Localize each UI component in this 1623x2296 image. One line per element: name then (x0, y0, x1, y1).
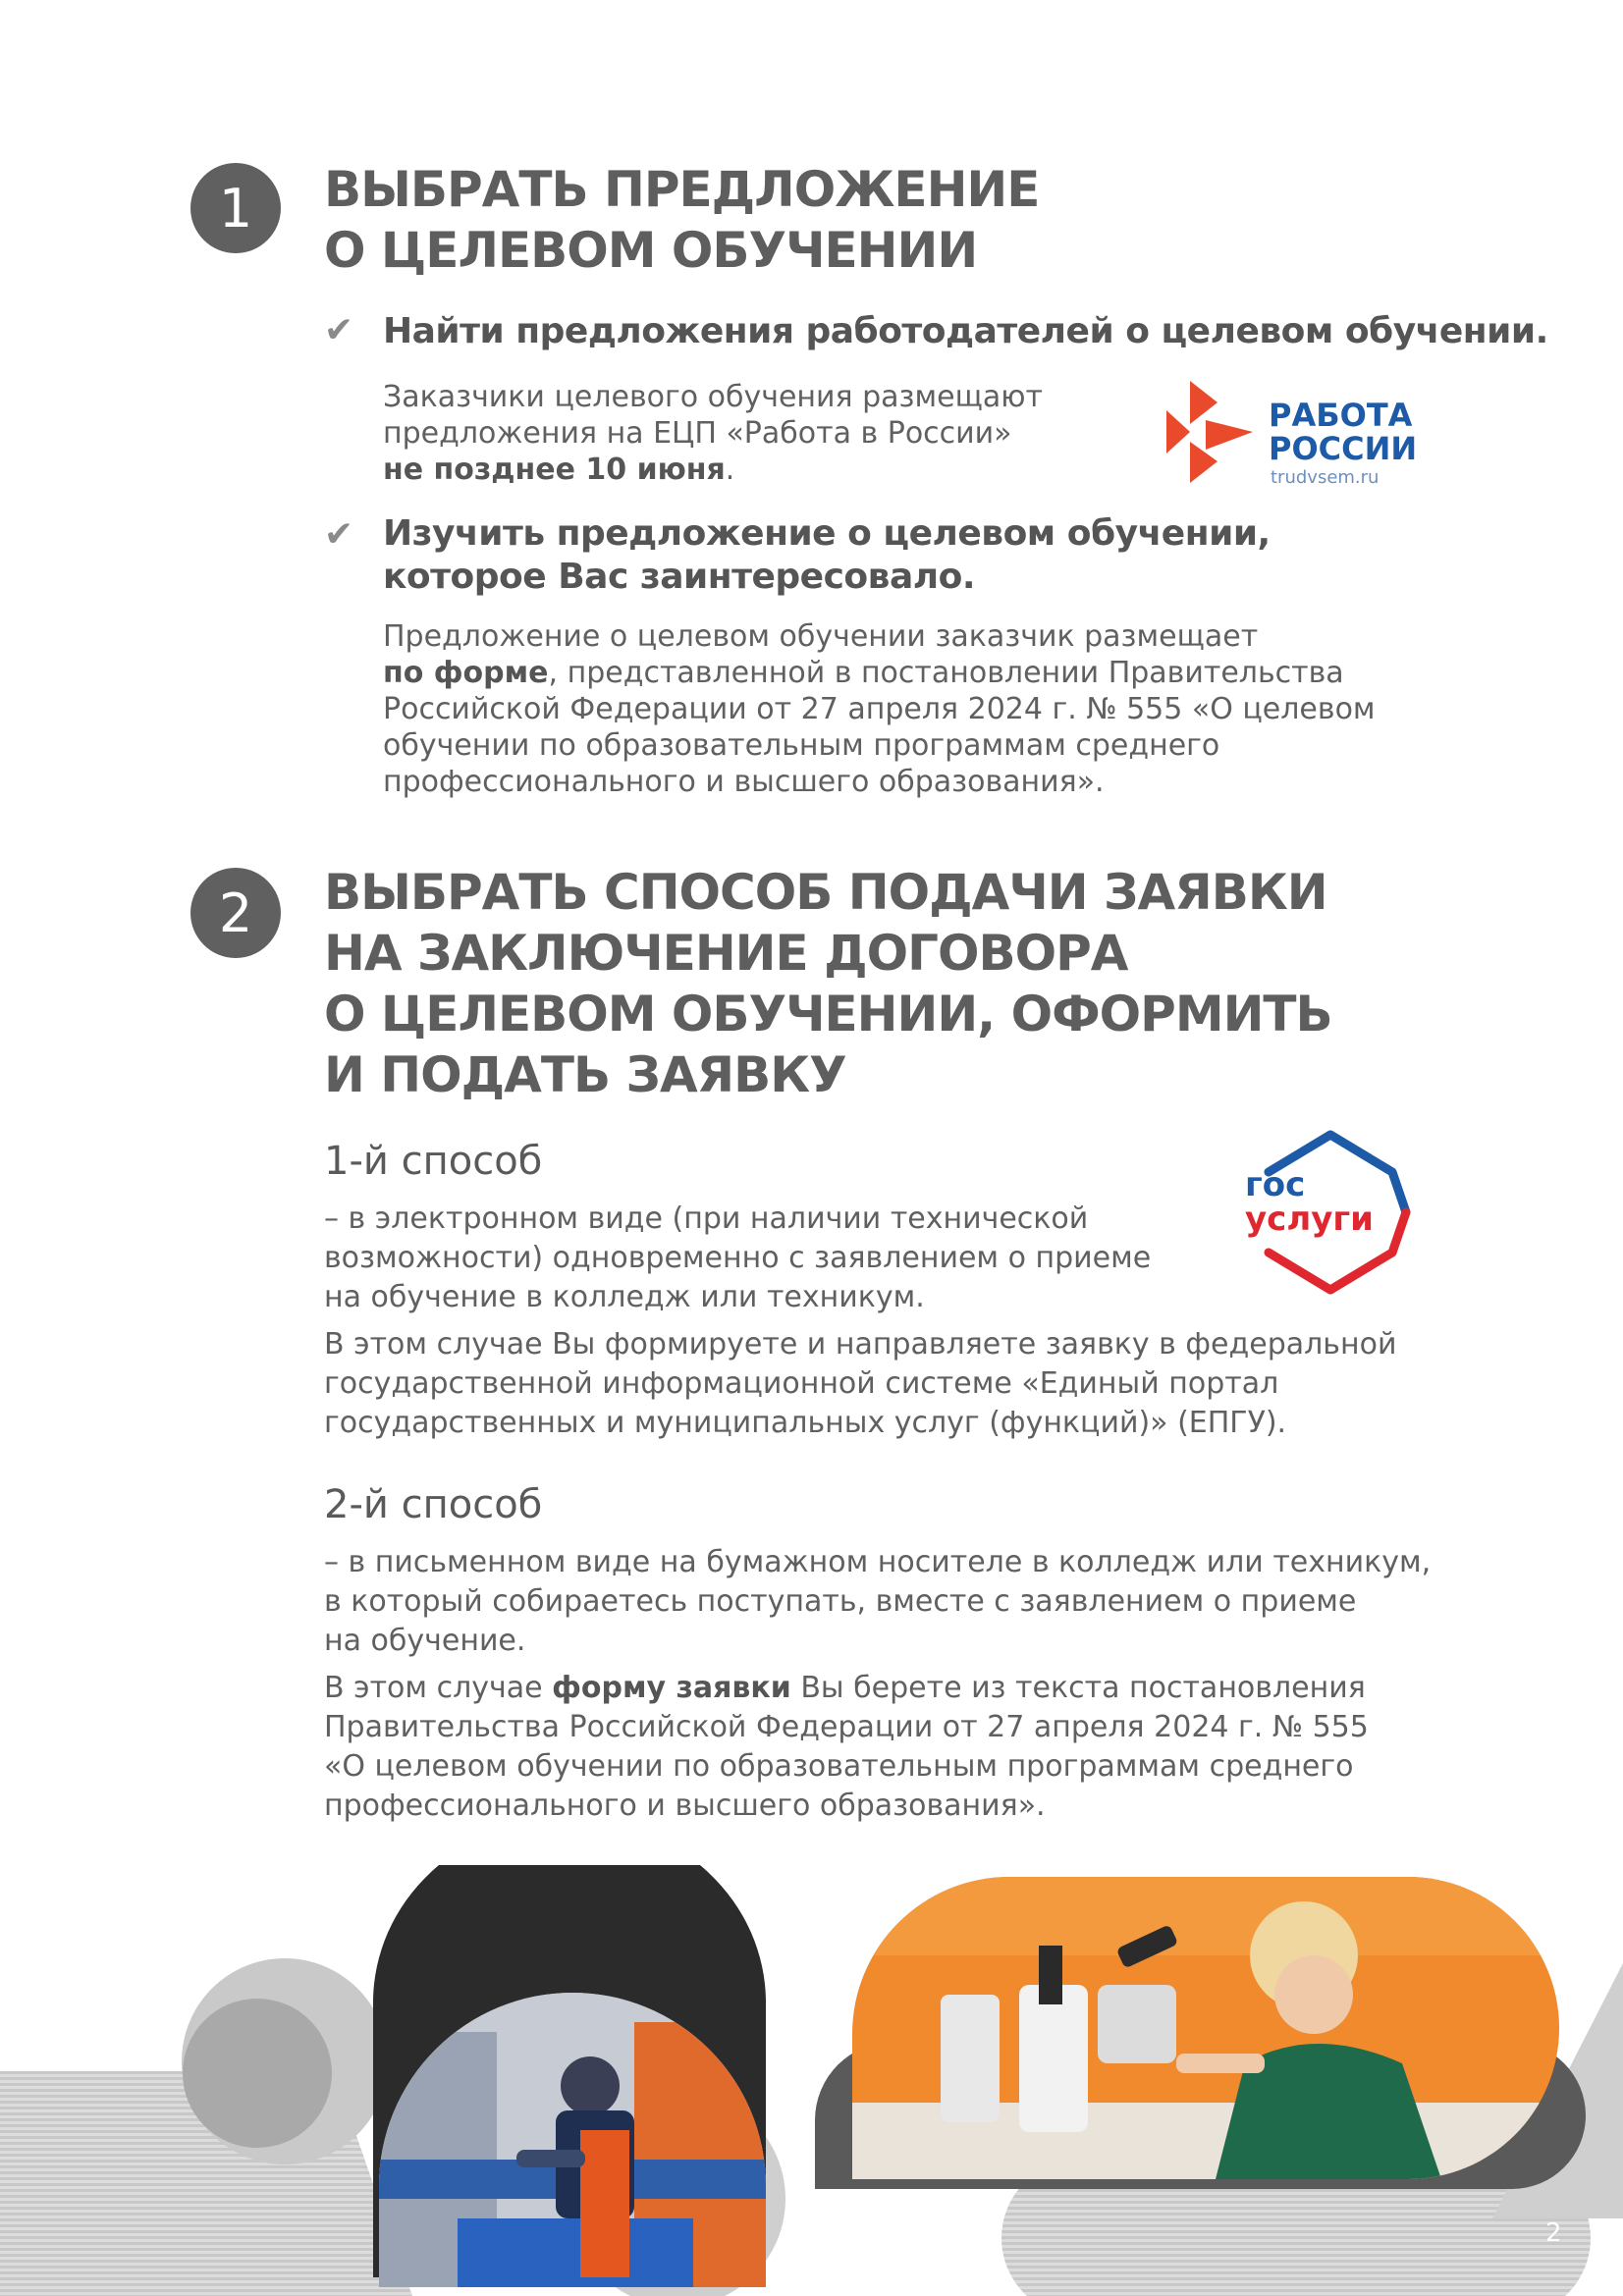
item2-title: Изучить предложение о целевом обучении, которое Вас заинтересовало. (383, 513, 1271, 597)
logo-line1: РАБОТА (1269, 397, 1413, 434)
check-icon: ✔ (324, 514, 354, 555)
method2-text: – в письменном виде на бумажном носителе в колледж или техникум, в который собираетесь поступать, вместе с заявлением о приеме на обучение. (324, 1545, 1432, 1658)
method2-text2: В этом случае форму заявки Вы берете из текста постановления Правительства Российской Федерации от 27 апреля 2024 г. № 555 «О целевом обучении по образовательным программам среднего профессионального и высшего образования». (324, 1671, 1369, 1823)
method1-title: 1-й способ (324, 1139, 543, 1184)
rabota-rossii-mark-icon (1166, 381, 1255, 483)
decorative-footer (0, 1865, 1623, 2296)
method1-text: – в электронном виде (при наличии технической возможности) одновременно с заявлением о приеме на обучение в колледж или техникум. (324, 1201, 1152, 1314)
step-number-1: 1 (190, 163, 281, 253)
gosuslugi-logo (1239, 1121, 1422, 1304)
gos-line1: гос (1245, 1165, 1306, 1204)
logo-line2: РОССИИ (1269, 430, 1418, 467)
rabota-rossii-logo (1166, 381, 1422, 489)
photo-microscope (852, 1877, 1559, 2179)
logo-site: trudvsem.ru (1271, 467, 1380, 488)
item2-text: Предложение о целевом обучении заказчик размещает по форме, представленной в постановлении Правительства Российской Федерации от 27 апреля 2024 г. № 555 «О целевом обучении по образовательным программам среднего профессионального и высшего образования». (383, 619, 1376, 799)
microscope-illustration (852, 1877, 1559, 2179)
gos-line2: услуги (1245, 1200, 1374, 1239)
step-number-2: 2 (190, 868, 281, 958)
section2-heading: ВЫБРАТЬ СПОСОБ ПОДАЧИ ЗАЯВКИ НА ЗАКЛЮЧЕНИЕ ДОГОВОРА О ЦЕЛЕВОМ ОБУЧЕНИИ, ОФОРМИТЬ И ПОДАТЬ ЗАЯВКУ (324, 864, 1332, 1103)
section1-heading: ВЫБРАТЬ ПРЕДЛОЖЕНИЕ О ЦЕЛЕВОМ ОБУЧЕНИИ (324, 161, 1040, 279)
page-number: 2 (1545, 2218, 1562, 2248)
item1-text: Заказчики целевого обучения размещают предложения на ЕЦП «Работа в России» не позднее 10 июня. (383, 380, 1043, 487)
method2-title: 2-й способ (324, 1482, 543, 1527)
check-icon: ✔ (324, 310, 354, 350)
item1-title: Найти предложения работодателей о целевом обучении. (383, 311, 1548, 351)
method1-text2: В этом случае Вы формируете и направляете заявку в федеральной государственной информационной системе «Единый портал государственных и муниципальных услуг (функций)» (ЕПГУ). (324, 1327, 1397, 1440)
